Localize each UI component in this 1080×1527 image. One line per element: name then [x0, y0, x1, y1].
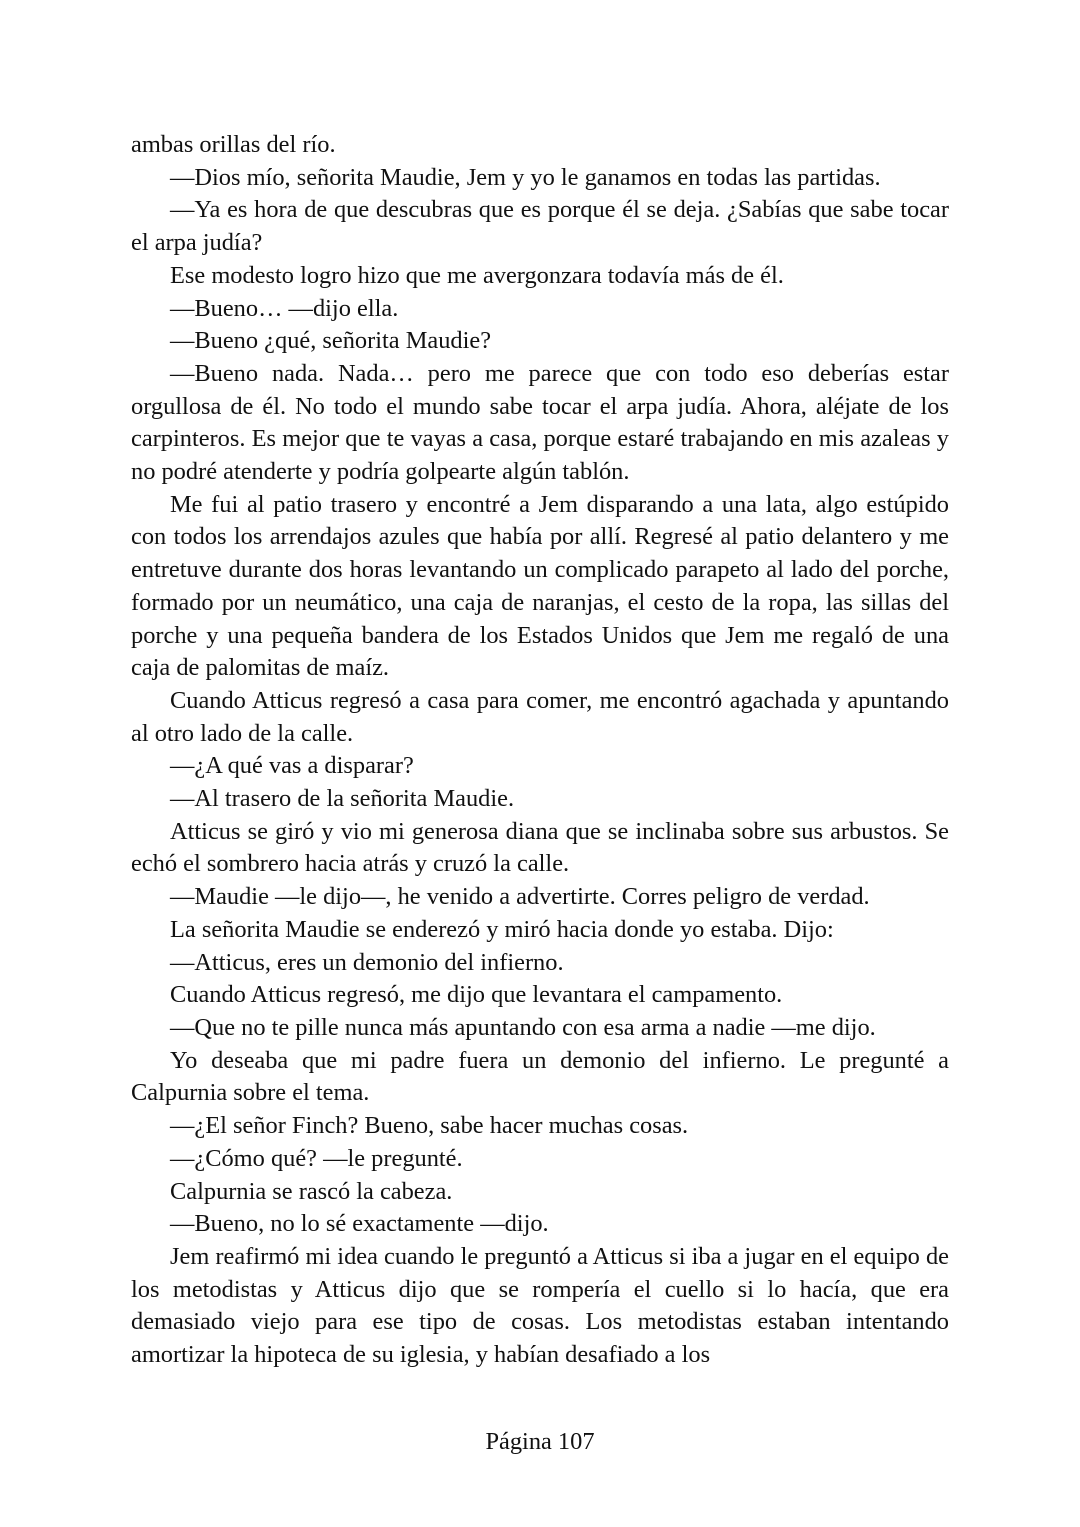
paragraph-continuation: ambas orillas del río. — [131, 131, 336, 158]
paragraph: —Atticus, eres un demonio del infierno. — [170, 948, 564, 976]
paragraph: Calpurnia se rascó la cabeza. — [170, 1177, 453, 1205]
paragraph: Cuando Atticus regresó a casa para comer, me encontró agachada y apuntando al otro lado de la calle. — [131, 686, 949, 747]
paragraph: —Que no te pille nunca más apuntando con esa arma a nadie —me dijo. — [170, 1013, 876, 1041]
paragraph: —Ya es hora de que descubras que es porque él se deja. ¿Sabías que sabe tocar el arpa judía? — [131, 196, 949, 257]
paragraph: —Al trasero de la señorita Maudie. — [170, 785, 515, 813]
paragraph-last: Jem reafirmó mi idea cuando le preguntó a Atticus si iba a jugar en el equipo de los metodistas y Atticus dijo que se rompería el cuello si lo hacía, que era demasiado viejo para ese tipo de cosas. Los metodistas estaban intentando amortizar la hipoteca de su iglesia, y habían desafiado a los — [131, 1242, 949, 1369]
paragraph: Me fui al patio trasero y encontré a Jem disparando a una lata, algo estúpido con todos los arrendajos azules que había por allí. Regresé al patio delantero y me entretuve durante dos horas levantando un complicado parapeto al lado del porche, formado por un neumático, una caja de naranjas, el cesto de la ropa, las sillas del porche y una pequeña bandera de los Estados Unidos que Jem me regaló de una caja de palomitas de maíz. — [131, 490, 949, 682]
paragraph: Atticus se giró y vio mi generosa diana que se inclinaba sobre sus arbustos. Se echó el sombrero hacia atrás y cruzó la calle. — [131, 817, 949, 878]
page-body — [131, 129, 949, 1372]
paragraph: Yo deseaba que mi padre fuera un demonio del infierno. Le pregunté a Calpurnia sobre el tema. — [131, 1046, 949, 1107]
paragraph: —Dios mío, señorita Maudie, Jem y yo le ganamos en todas las partidas. — [170, 163, 881, 191]
paragraph: —¿Cómo qué? —le pregunté. — [170, 1144, 463, 1172]
paragraph: La señorita Maudie se enderezó y miró hacia donde yo estaba. Dijo: — [170, 915, 834, 943]
paragraph: —¿A qué vas a disparar? — [170, 752, 414, 780]
page-number: Página 107 — [485, 1428, 595, 1455]
paragraph: Ese modesto logro hizo que me avergonzara todavía más de él. — [170, 261, 784, 289]
paragraph: Cuando Atticus regresó, me dijo que levantara el campamento. — [170, 981, 783, 1009]
paragraph: —Bueno, no lo sé exactamente —dijo. — [170, 1210, 549, 1238]
paragraph: —Bueno nada. Nada… pero me parece que con todo eso deberías estar orgullosa de él. No todo el mundo sabe tocar el arpa judía. Ahora, aléjate de los carpinteros. Es mejor que te vayas a casa, porque estaré trabajando en mis azaleas y no podré atenderte y podría golpearte algún tablón. — [131, 359, 949, 486]
paragraph: —Bueno… —dijo ella. — [170, 294, 399, 322]
paragraph: —¿El señor Finch? Bueno, sabe hacer muchas cosas. — [170, 1112, 689, 1140]
paragraph: —Maudie —le dijo—, he venido a advertirte. Corres peligro de verdad. — [170, 883, 870, 911]
paragraph: —Bueno ¿qué, señorita Maudie? — [170, 327, 492, 355]
